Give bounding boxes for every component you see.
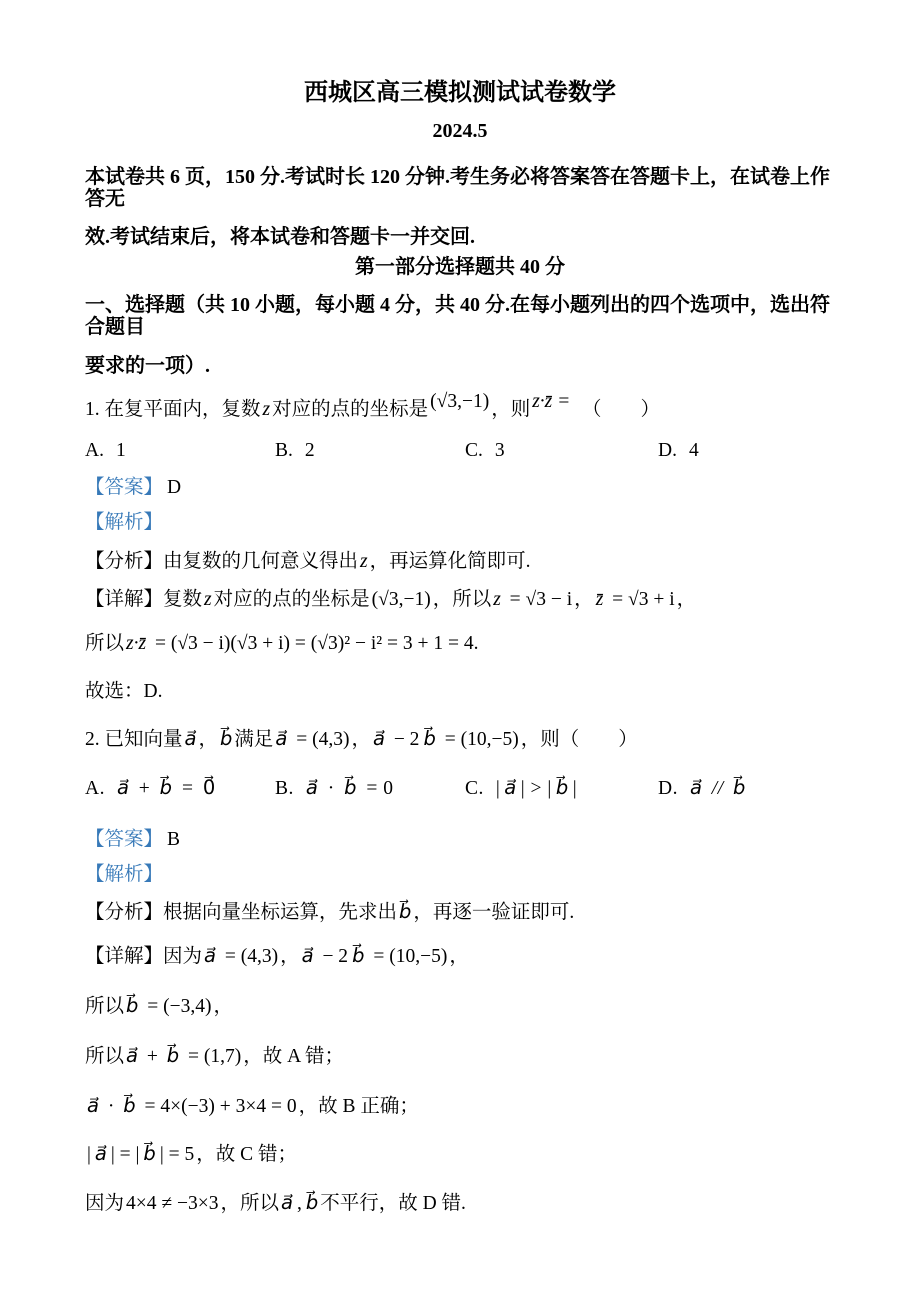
- question-2-detail-line-5: | a⃗ | = | b⃗ | = 5 ，故 C 错；: [87, 1144, 297, 1165]
- question-1-detail-line-1: 【详解】复数 z 对应的点的坐标是 (√3,−1) ，所以 z = √3 − i ， z̄ = √3 + i ，: [85, 589, 697, 610]
- question-1-option-d: [658, 439, 835, 463]
- exam-instructions-line-2: 效.考试结束后，将本试卷和答题卡一并交回.: [85, 226, 475, 248]
- option-value: 2: [304, 440, 315, 461]
- question-1-explain-row: [85, 512, 835, 534]
- question-1: [85, 391, 835, 703]
- section-1-header-line-1: 一、选择题（共 10 小题，每小题 4 分，共 40 分.在每小题列出的四个选项中，选出符合题目: [85, 294, 830, 338]
- question-2-answer-row: [85, 829, 835, 851]
- option-value: a⃗ // b⃗: [689, 778, 746, 799]
- answer-value: D: [167, 477, 182, 498]
- question-1-option-a: [85, 439, 275, 463]
- question-1-conclusion: 故选：D.: [85, 681, 163, 702]
- question-2-detail-line-6: 因为 4×4 ≠ −3×3 ，所以 a⃗ , b⃗ 不平行，故 D 错.: [85, 1193, 466, 1214]
- option-value: 1: [115, 440, 126, 461]
- answer-value: B: [167, 829, 181, 850]
- question-2-explain-row: [85, 864, 835, 886]
- question-2-analysis: 【分析】根据向量坐标运算，先求出 b⃗ ，再逐一验证即可.: [85, 902, 575, 923]
- question-2-option-c: [465, 777, 658, 801]
- question-1-analysis: 【分析】由复数的几何意义得出 z ，再运算化简即可.: [85, 551, 531, 572]
- option-value: a⃗ + b⃗ = 0⃗: [116, 778, 216, 799]
- option-label: B.: [275, 440, 293, 461]
- explain-marker: 【解析】: [85, 864, 164, 885]
- option-value: a⃗ · b⃗ = 0: [305, 778, 394, 799]
- question-2-stem: 2. 已知向量 a⃗ ， b⃗ 满足 a⃗ = (4,3) ， a⃗ − 2 b⃗ = (10,−5) ，则（ ）: [85, 729, 638, 750]
- question-1-option-c: [465, 439, 658, 463]
- page-title: 西城区高三模拟测试试卷数学: [304, 80, 616, 106]
- question-2-detail-line-3: 所以 a⃗ + b⃗ = (1,7) ，故 A 错；: [85, 1046, 344, 1067]
- explain-marker: 【解析】: [85, 512, 164, 533]
- section-1-header-line-2: 要求的一项）.: [85, 355, 210, 377]
- option-label: C.: [465, 778, 484, 799]
- question-1-option-b: [275, 439, 465, 463]
- question-1-detail-line-2: 所以 z·z̄ = (√3 − i)(√3 + i) = (√3)² − i² = 3 + 1 = 4.: [85, 633, 479, 654]
- question-2-detail-line-1: 【详解】因为 a⃗ = (4,3) ， a⃗ − 2 b⃗ = (10,−5) ，: [85, 946, 469, 967]
- question-1-stem: 1. 在复平面内，复数 z 对应的点的坐标是 (√3,−1) ，则 z·z̄ = （ ）: [85, 391, 661, 420]
- answer-marker: 【答案】: [85, 829, 164, 850]
- option-label: A.: [85, 440, 104, 461]
- question-2-detail-line-2: 所以 b⃗ = (−3,4) ，: [85, 996, 234, 1017]
- question-2-option-b: [275, 777, 465, 801]
- option-label: D.: [658, 440, 677, 461]
- option-value: 4: [688, 440, 699, 461]
- question-1-options: [85, 439, 835, 463]
- question-2-options: [85, 777, 835, 801]
- question-2: [85, 729, 835, 1215]
- question-2-option-a: [85, 777, 275, 801]
- question-2-option-d: [658, 777, 835, 801]
- exam-instructions-line-1: 本试卷共 6 页，150 分.考试时长 120 分钟.考生务必将答案答在答题卡上，在试卷上作答无: [85, 166, 830, 210]
- option-value: | a⃗ | > | b⃗ |: [495, 778, 578, 799]
- option-value: 3: [494, 440, 505, 461]
- part-1-header: 第一部分选择题共 40 分: [355, 256, 565, 278]
- question-1-answer-row: [85, 477, 835, 499]
- option-label: C.: [465, 440, 483, 461]
- option-label: D.: [658, 778, 678, 799]
- exam-date: 2024.5: [432, 120, 488, 142]
- question-2-detail-line-4: a⃗ · b⃗ = 4×(−3) + 3×4 = 0 ，故 B 正确；: [87, 1096, 419, 1117]
- answer-marker: 【答案】: [85, 477, 164, 498]
- option-label: B.: [275, 778, 294, 799]
- option-label: A.: [85, 778, 105, 799]
